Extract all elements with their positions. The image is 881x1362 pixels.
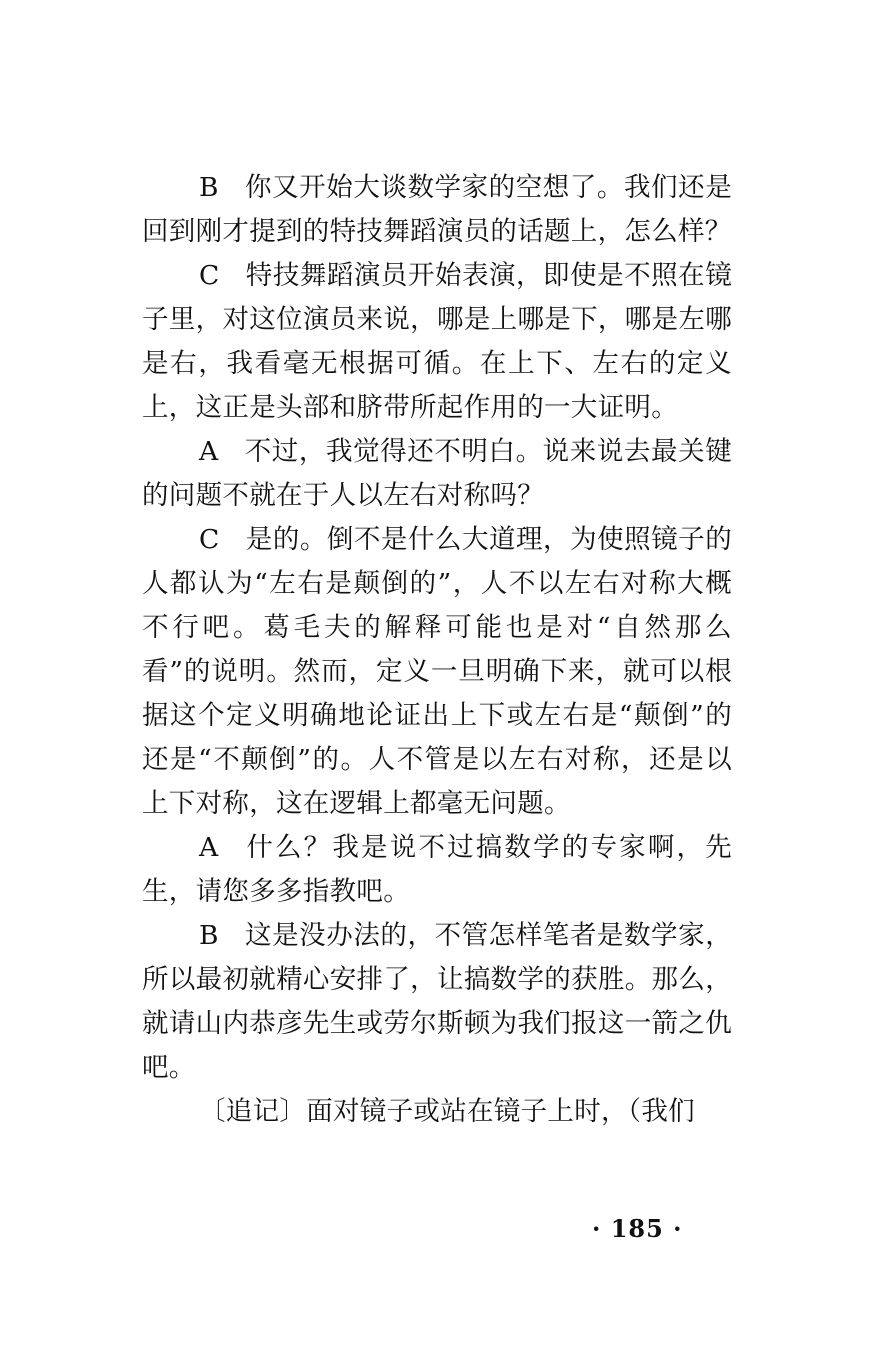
paragraph-a-1 [142, 430, 732, 518]
postscript-paragraph [142, 1090, 732, 1134]
page-number: · 185 · [592, 1214, 683, 1243]
paragraph-text: 这是没办法的，不管怎样笔者是数学家，所以最初就精心安排了，让搞数学的获胜。那么，就请山内恭彦先生或劳尔斯顿为我们报这一箭之仇吧。 [142, 920, 732, 1083]
paragraph-c-2 [142, 518, 732, 826]
paragraph-text: 特技舞蹈演员开始表演，即使是不照在镜子里，对这位演员来说，哪是上哪是下，哪是左哪是右，我看毫无根据可循。在上下、左右的定义上，这正是头部和脐带所起作用的一大证明。 [142, 260, 732, 423]
speaker-label: C [199, 260, 220, 291]
paragraph-b-1 [142, 166, 732, 254]
paragraph-text: 是的。倒不是什么大道理，为使照镜子的人都认为“左右是颠倒的”，人不以左右对称大概不行吧。葛毛夫的解释可能也是对“自然那么看”的说明。然而，定义一旦明确下来，就可以根据这个定义明确地论证出上下或左右是“颠倒”的还是“不颠倒”的。人不管是以左右对称，还是以上下对称，这在逻辑上都毫无问题。 [142, 524, 732, 819]
paragraph-text: 〔追记〕面对镜子或站在镜子上时，（我们 [199, 1096, 695, 1127]
paragraph-text: 不过，我觉得还不明白。说来说去最关键的问题不就在于人以左右对称吗？ [142, 436, 732, 511]
paragraph-text: 什么？我是说不过搞数学的专家啊，先生，请您多多指教吧。 [142, 832, 732, 907]
paragraph-c-1 [142, 254, 732, 430]
speaker-label: C [199, 524, 220, 555]
paragraph-text: 你又开始大谈数学家的空想了。我们还是回到刚才提到的特技舞蹈演员的话题上，怎么样？ [142, 172, 732, 247]
speaker-label: B [199, 172, 219, 203]
paragraph-b-2 [142, 914, 732, 1090]
paragraph-a-2 [142, 826, 732, 914]
dialogue-text [142, 166, 732, 1134]
speaker-label: A [199, 832, 219, 863]
speaker-label: A [199, 436, 219, 467]
speaker-label: B [199, 920, 219, 951]
